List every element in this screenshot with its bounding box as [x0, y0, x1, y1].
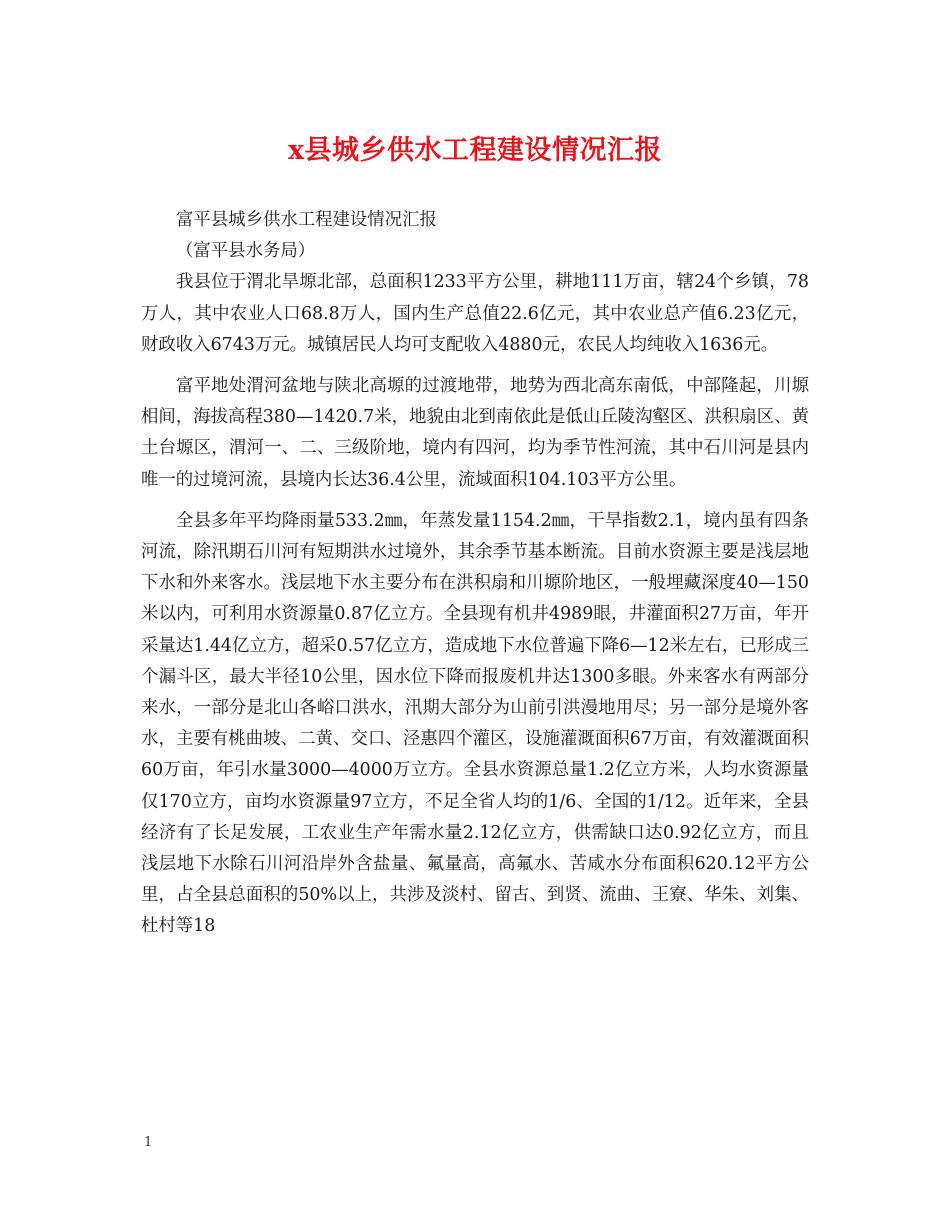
document-body — [141, 205, 809, 943]
report-subtitle: 富平县城乡供水工程建设情况汇报 — [176, 210, 437, 230]
page-number: 1 — [144, 1135, 153, 1150]
report-author: （富平县水务局） — [176, 241, 316, 262]
paragraph-overview: 我县位于渭北旱塬北部，总面积1233平方公里，耕地111万亩，辖24个乡镇，78万人，其中农业人口68.8万人，国内生产总值22.6亿元，其中农业总产值6.23亿元，财政收入6743万元。城镇居民人均可支配收入4880元，农民人均纯收入1636元。 — [141, 272, 809, 355]
document-title: x县城乡供水工程建设情况汇报 — [287, 135, 663, 166]
paragraph-geography: 富平地处渭河盆地与陕北高塬的过渡地带，地势为西北高东南低，中部隆起，川塬相间，海拔高程380—1420.7米，地貌由北到南依此是低山丘陵沟壑区、洪积扇区、黄土台塬区，渭河一、二、三级阶地，境内有四河，均为季节性河流，其中石川河是县内唯一的过境河流，县境内长达36.4公里，流域面积104.103平方公里。 — [141, 376, 809, 490]
paragraph-water-resources: 全县多年平均降雨量533.2㎜，年蒸发量1154.2㎜，干旱指数2.1，境内虽有四条河流，除汛期石川河有短期洪水过境外，其余季节基本断流。目前水资源主要是浅层地下水和外来客水。浅层地下水主要分布在洪积扇和川塬阶地区，一般埋藏深度40—150米以内，可利用水资源量0.87亿立方。全县现有机井4989眼，井灌面积27万亩，年开采量达1.44亿立方，超采0.57亿立方，造成地下水位普遍下降6—12米左右，已形成三个漏斗区，最大半径10公里，因水位下降而报废机井达1300多眼。外来客水有两部分来水，一部分是北山各峪口洪水，汛期大部分为山前引洪漫地用尽；另一部分是境外客水，主要有桃曲坡、二黄、交口、泾惠四个灌区，设施灌溉面积67万亩，有效灌溉面积60万亩，年引水量3000—4000万立方。全县水资源总量1.2亿立方米，人均水资源量仅170立方，亩均水资源量97立方，不足全省人均的1/6、全国的1/12。近年来，全县经济有了长足发展，工农业生产年需水量2.12亿立方，供需缺口达0.92亿立方，而且浅层地下水除石川河沿岸外含盐量、氟量高，高氟水、苦咸水分布面积620.12平方公里，占全县总面积的50%以上，共涉及淡村、留古、到贤、流曲、王寮、华朱、刘集、杜村等18 — [141, 510, 809, 937]
